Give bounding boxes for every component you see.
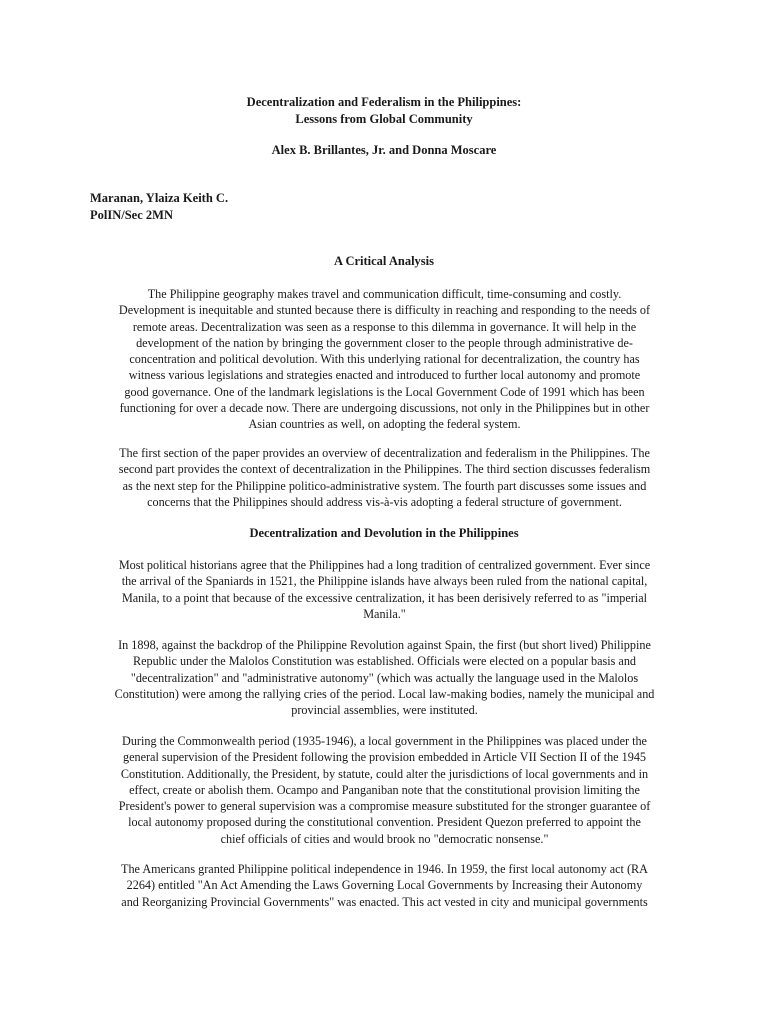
title-line-1: Decentralization and Federalism in the Philippines: bbox=[246, 95, 522, 109]
text-line: The Americans granted Philippine political independence in 1946. In 1959, the first local autonomy act (RA bbox=[121, 862, 648, 876]
authors: Alex B. Brillantes, Jr. and Donna Moscare bbox=[271, 143, 497, 157]
text-line: provincial assemblies, were instituted. bbox=[291, 703, 478, 718]
paragraph-1898 bbox=[88, 637, 681, 718]
text-line: Manila." bbox=[363, 606, 406, 621]
paragraph-independence bbox=[88, 861, 681, 910]
text-line: development of the nation by bringing the government closer to the people through administrative de- bbox=[136, 335, 633, 350]
text-line: concerns that the Philippines should address vis-à-vis adopting a federal structure of government. bbox=[147, 494, 622, 509]
text-line: second part provides the context of decentralization in the Philippines. The third section discusses federalism bbox=[118, 462, 651, 477]
text-line: Republic under the Malolos Constitution was established. Officials were elected on a popular basis and bbox=[132, 654, 637, 669]
text-line: President's power to general supervision was a compromise measure substituted for the stronger guarantee of bbox=[118, 799, 651, 814]
paragraph-commonwealth bbox=[88, 733, 681, 847]
text-line: The first section of the paper provides an overview of decentralization and federalism in the Philippines. The bbox=[119, 446, 650, 460]
text-line: remote areas. Decentralization was seen as a response to this dilemma in governance. It will help in the bbox=[132, 319, 637, 334]
section-heading-decentralization: Decentralization and Devolution in the Philippines bbox=[249, 526, 519, 540]
text-line: local autonomy proposed during the constitutional convention. President Quezon preferred to appoint the bbox=[128, 815, 641, 830]
section-heading-critical-analysis: A Critical Analysis bbox=[333, 254, 434, 268]
paragraph-history bbox=[88, 557, 681, 622]
text-line: chief officials of cities and would brook no "democratic nonsense." bbox=[220, 831, 549, 846]
title-line-2: Lessons from Global Community bbox=[295, 112, 473, 126]
paragraph-intro bbox=[88, 286, 681, 433]
text-line: good governance. One of the landmark legislations is the Local Government Code of 1991 which has been bbox=[124, 384, 645, 399]
text-line: Constitution. Additionally, the President, by statute, could alter the jurisdictions of local governments and in bbox=[120, 766, 649, 781]
student-name: Maranan, Ylaiza Keith C. bbox=[90, 191, 229, 205]
text-line: and Reorganizing Provincial Governments" was enacted. This act vested in city and municipal governments bbox=[121, 894, 648, 909]
student-section: PolIN/Sec 2MN bbox=[90, 208, 173, 222]
text-line: Constitution) were among the rallying cries of the period. Local law-making bodies, namely the municipal and bbox=[114, 686, 655, 701]
document-title bbox=[0, 94, 768, 128]
student-info bbox=[90, 190, 228, 224]
text-line: the arrival of the Spaniards in 1521, the Philippine islands have always been ruled from the national capital, bbox=[121, 574, 648, 589]
text-line: general supervision of the President following the provision embedded in Article VII Section II of the 1945 bbox=[122, 750, 647, 765]
text-line: Manila, to a point that because of the excessive centralization, it has been derisively referred to as "imperial bbox=[121, 590, 648, 605]
text-line: as the next step for the Philippine politico-administrative system. The fourth part discusses some issues and bbox=[122, 478, 647, 493]
text-line: 2264) entitled "An Act Amending the Laws Governing Local Governments by Increasing their Autonomy bbox=[126, 878, 643, 893]
text-line: concentration and political devolution. With this underlying rational for decentralization, the country has bbox=[129, 352, 640, 367]
text-line: During the Commonwealth period (1935-1946), a local government in the Philippines was placed under the bbox=[122, 734, 647, 748]
text-line: In 1898, against the backdrop of the Philippine Revolution against Spain, the first (but short lived) Philippine bbox=[118, 638, 651, 652]
text-line: effect, create or abolish them. Ocampo and Panganiban note that the constitutional provision limiting the bbox=[129, 782, 640, 797]
text-line: Most political historians agree that the Philippines had a long tradition of centralized government. Ever since bbox=[118, 558, 651, 572]
text-line: "decentralization" and "administrative autonomy" (which was actually the language used in the Malolos bbox=[130, 670, 639, 685]
text-line: Asian countries as well, on adopting the federal system. bbox=[248, 417, 521, 432]
text-line: The Philippine geography makes travel and communication difficult, time-consuming and costly. bbox=[147, 287, 622, 301]
text-line: witness various legislations and strategies enacted and introduced to further local autonomy and promote bbox=[128, 368, 641, 383]
text-line: Development is inequitable and stunted because there is difficulty in reaching and responding to the needs of bbox=[118, 303, 651, 318]
paragraph-overview bbox=[88, 445, 681, 510]
text-line: functioning for over a decade now. There are undergoing discussions, not only in the Philippines but in other bbox=[119, 401, 650, 416]
